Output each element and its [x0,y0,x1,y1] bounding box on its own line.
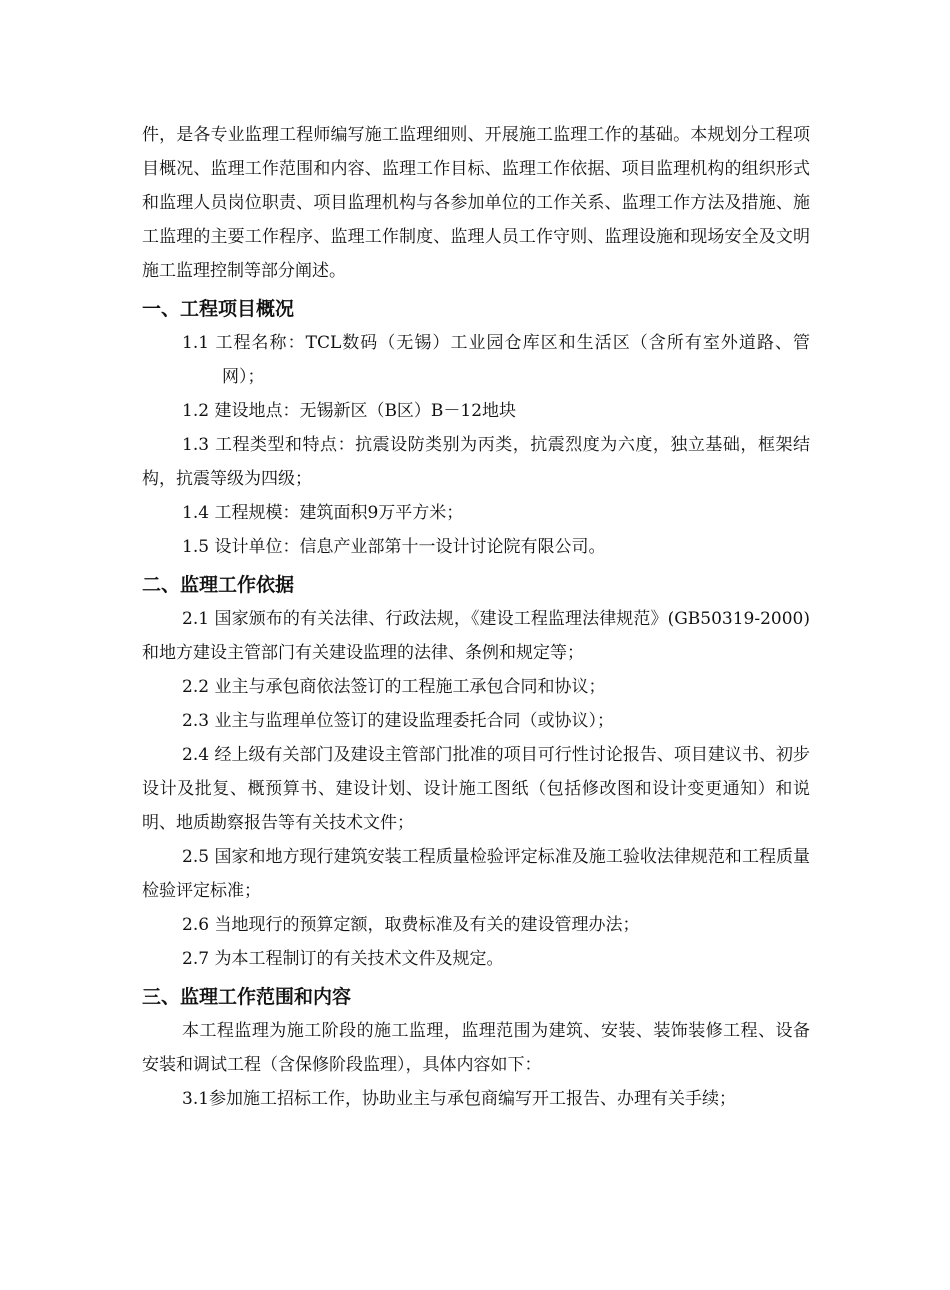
basis-item-2: 2.2 业主与承包商依法签订的工程施工承包合同和协议； [182,677,606,697]
overview-item-5: 1.5 设计单位：信息产业部第十一设计讨论院有限公司。 [182,537,606,557]
overview-item-4: 1.4 工程规模：建筑面积9万平方米； [182,503,464,523]
overview-item-3: 1.3 工程类型和特点：抗震设防类别为丙类，抗震烈度为六度，独立基础，框架结构，抗震等级为四级； [142,435,810,489]
section-heading-basis: 二、监理工作依据 [142,574,295,596]
intro-paragraph: 件，是各专业监理工程师编写施工监理细则、开展施工监理工作的基础。本规划分工程项目概况、监理工作范围和内容、监理工作目标、监理工作依据、项目监理机构的组织形式和监理人员岗位职责、项目监理机构与各参加单位的工作关系、监理工作方法及措施、施工监理的主要工作程序、监理工作制度、监理人员工作守则、监理设施和现场安全及文明施工监理控制等部分阐述。 [142,125,810,281]
document-body [142,118,810,1116]
section-heading-overview: 一、工程项目概况 [142,298,295,320]
overview-item-2: 1.2 建设地点：无锡新区（B区）B－12地块 [182,401,517,421]
section-heading-scope: 三、监理工作范围和内容 [142,986,352,1008]
basis-item-1: 2.1 国家颁布的有关法律、行政法规，《建设工程监理法律规范》(GB50319-2000)和地方建设主管部门有关建设监理的法律、条例和规定等； [142,609,810,663]
scope-item-1: 3.1参加施工招标工作，协助业主与承包商编写开工报告、办理有关手续； [182,1089,737,1109]
scope-intro: 本工程监理为施工阶段的施工监理，监理范围为建筑、安装、装饰装修工程、设备安装和调试工程（含保修阶段监理），具体内容如下： [142,1021,810,1075]
basis-item-6: 2.6 当地现行的预算定额，取费标准及有关的建设管理办法； [182,915,640,935]
basis-item-3: 2.3 业主与监理单位签订的建设监理委托合同（或协议）； [182,711,614,731]
basis-item-5: 2.5 国家和地方现行建筑安装工程质量检验评定标准及施工验收法律规范和工程质量检验评定标准； [142,847,810,901]
basis-item-7: 2.7 为本工程制订的有关技术文件及规定。 [182,949,504,969]
basis-item-4: 2.4 经上级有关部门及建设主管部门批准的项目可行性讨论报告、项目建议书、初步设计及批复、概预算书、建设计划、设计施工图纸（包括修改图和设计变更通知）和说明、地质勘察报告等有关技术文件； [142,745,810,833]
overview-item-1: 1.1 工程名称：TCL数码（无锡）工业园仓库区和生活区（含所有室外道路、管网）； [182,333,810,387]
